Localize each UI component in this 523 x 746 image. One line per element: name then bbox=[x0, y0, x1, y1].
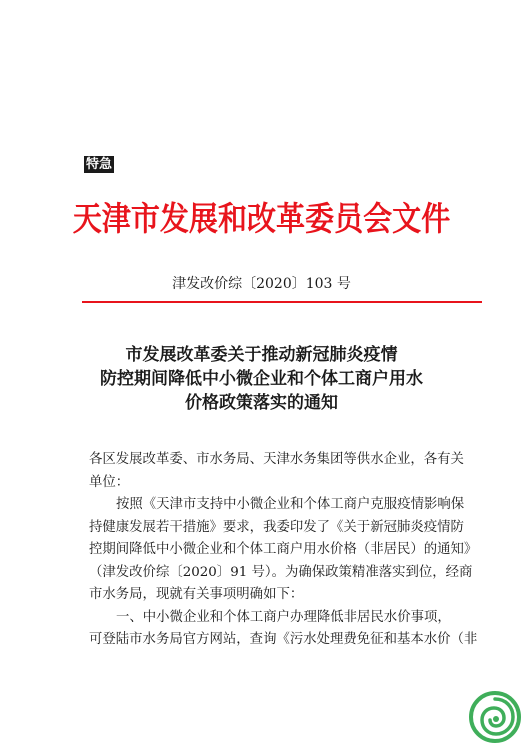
body-line: 可登陆市水务局官方网站，查询《污水处理费免征和基本水价（非 bbox=[89, 632, 478, 647]
addressee bbox=[89, 449, 484, 494]
body-line: （津发改价综〔2020〕91 号）。为确保政策精准落实到位，经商 bbox=[89, 564, 473, 580]
paragraph-1 bbox=[89, 494, 484, 607]
body-line: 单位： bbox=[89, 474, 130, 490]
green-swirl-logo-icon bbox=[468, 690, 522, 744]
body-line: 按照《天津市支持中小微企业和个体工商户克服疫情影响保 bbox=[116, 497, 465, 512]
document-body bbox=[89, 449, 484, 652]
header-title: 天津市发展和改革委员会文件 bbox=[72, 199, 451, 238]
title-line: 防控期间降低中小微企业和个体工商户用水 bbox=[100, 369, 423, 389]
paragraph-2 bbox=[89, 607, 484, 652]
body-line: 持健康发展若干措施》要求，我委印发了《关于新冠肺炎疫情防 bbox=[89, 519, 464, 535]
title-line: 价格政策落实的通知 bbox=[185, 393, 338, 413]
document-title bbox=[60, 343, 463, 415]
body-line: 各区发展改革委、市水务局、天津水务集团等供水企业，各有关 bbox=[89, 452, 464, 467]
document-number: 津发改价综〔2020〕103 号 bbox=[172, 276, 351, 292]
title-line: 市发展改革委关于推动新冠肺炎疫情 bbox=[125, 345, 398, 365]
red-divider-line bbox=[82, 301, 482, 303]
body-line: 一、中小微企业和个体工商户办理降低非居民水价事项， bbox=[116, 609, 451, 625]
body-line: 控期间降低中小微企业和个体工商户用水价格（非居民）的通知》 bbox=[89, 542, 478, 557]
urgent-label: 特急 bbox=[86, 157, 113, 172]
body-line: 市水务局，现就有关事项明确如下： bbox=[89, 587, 304, 602]
